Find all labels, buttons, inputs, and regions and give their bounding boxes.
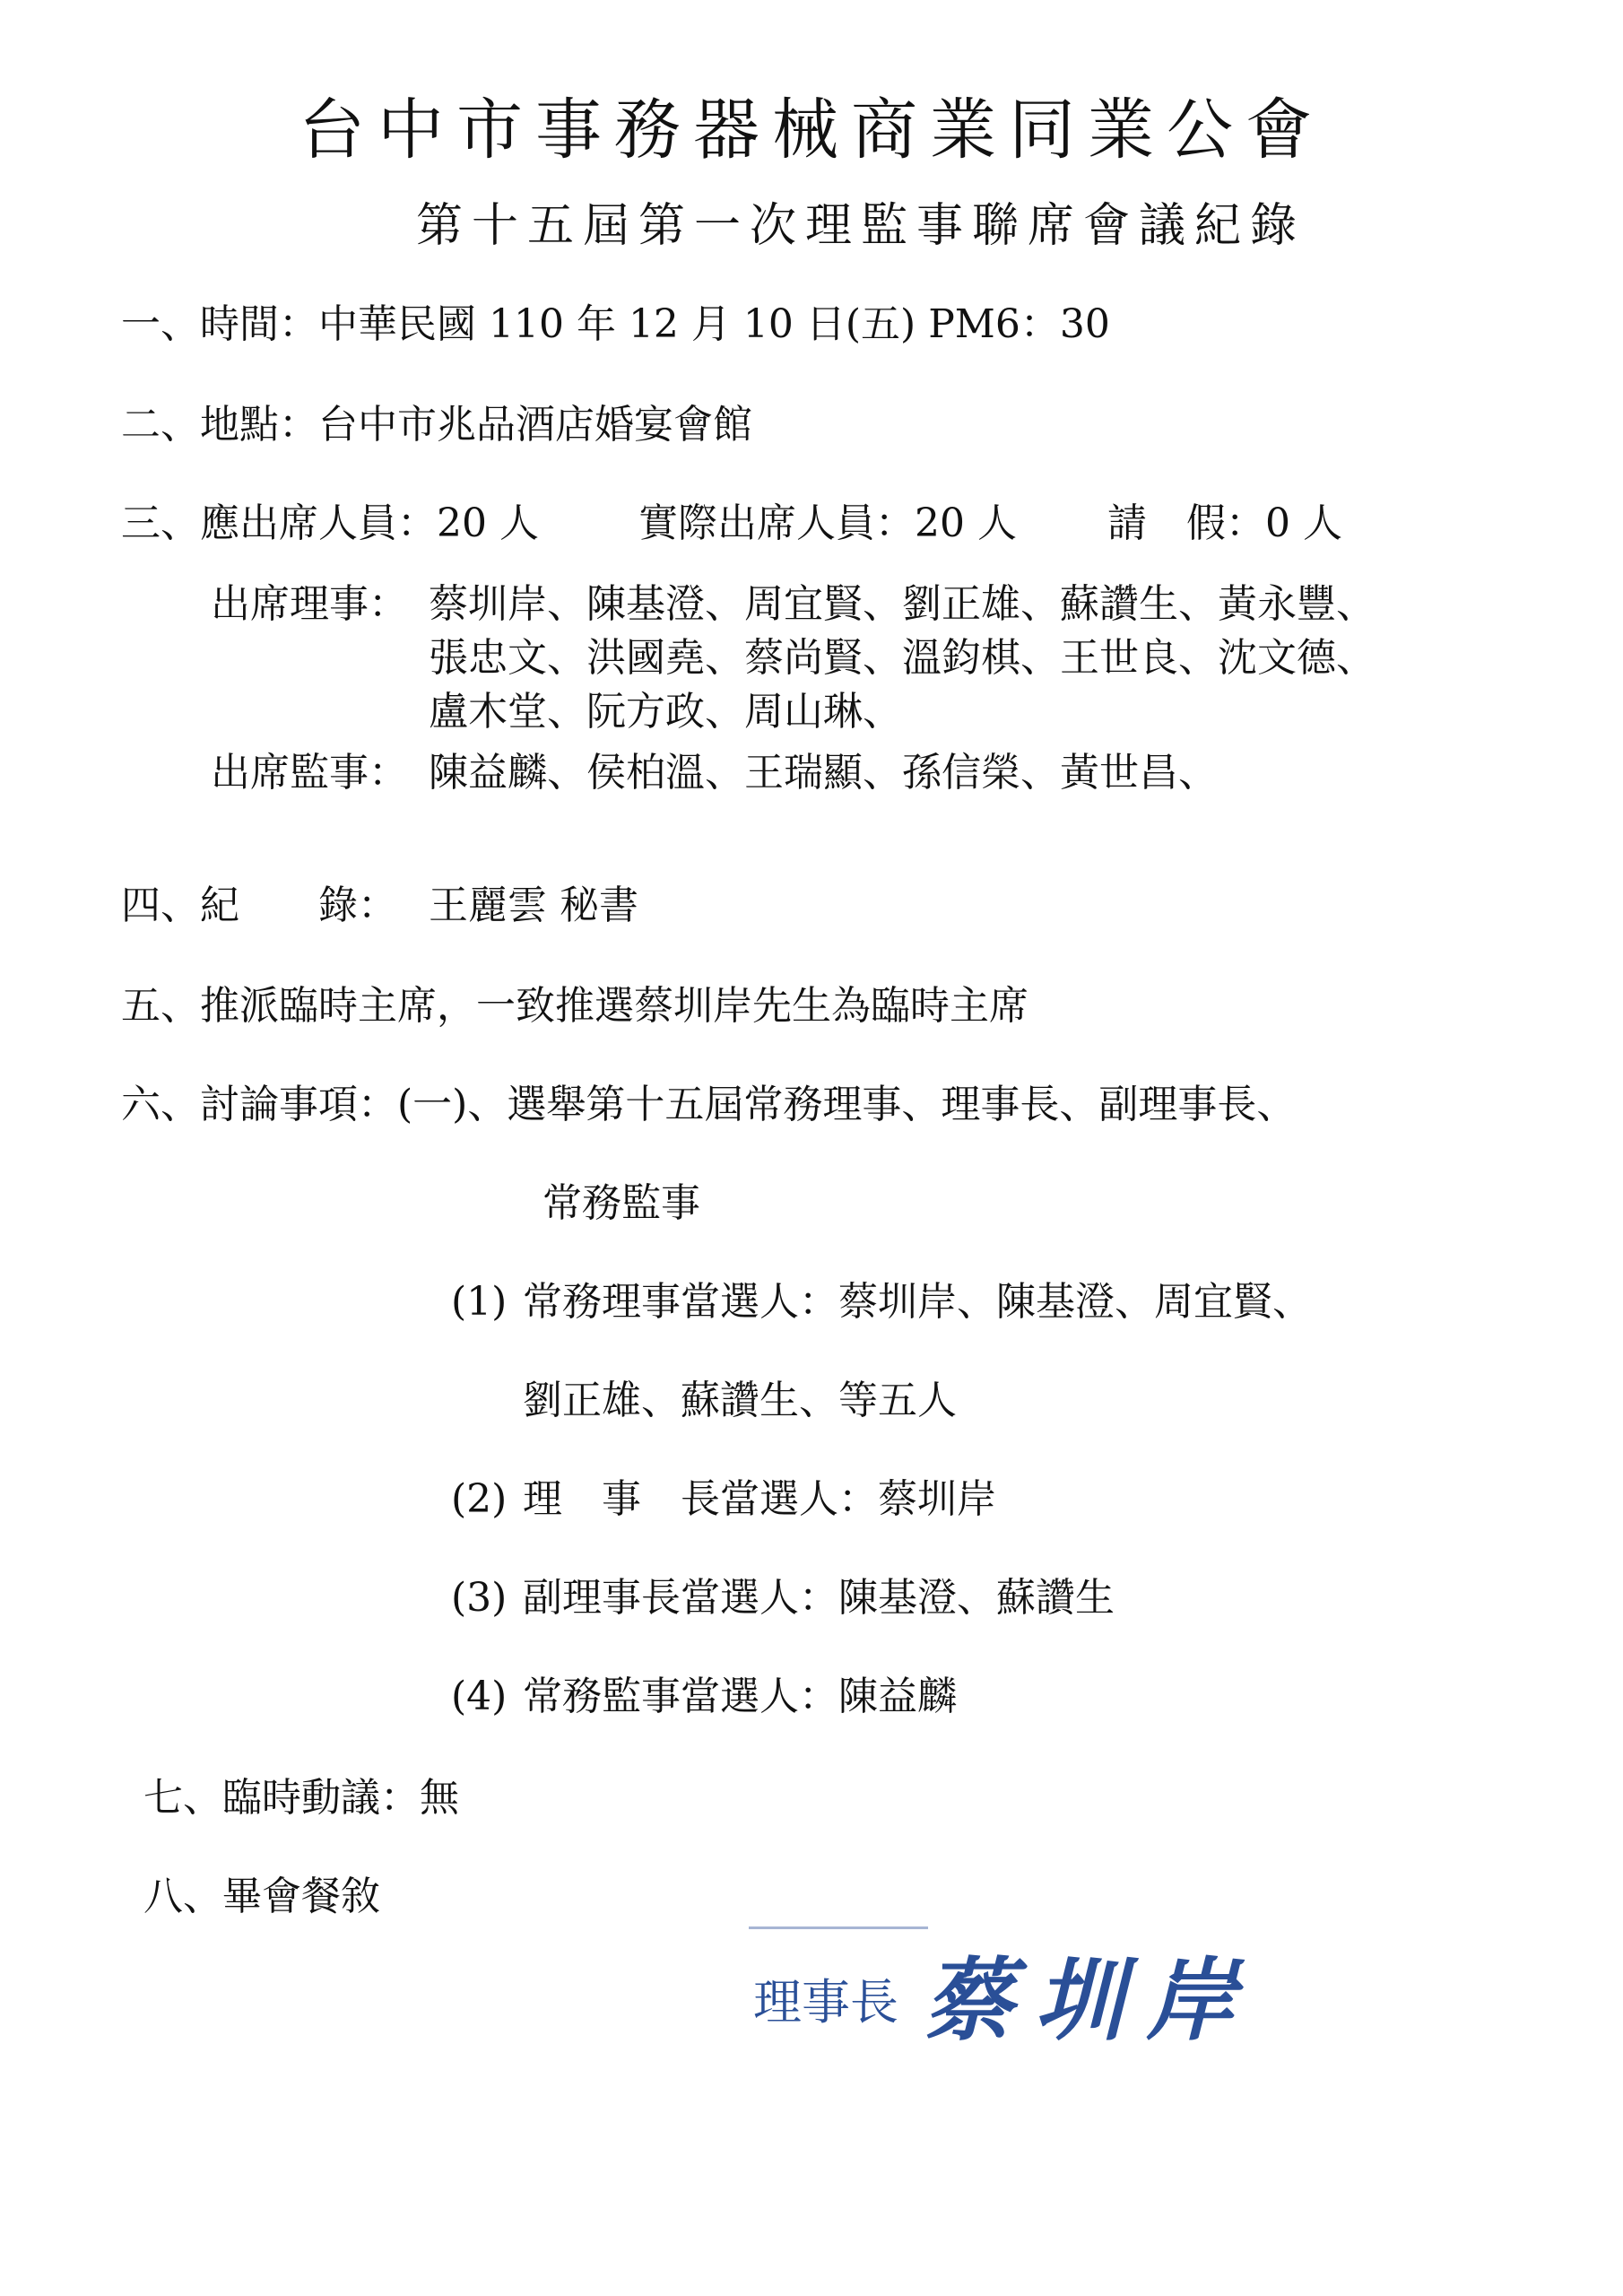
item-closing: 八、畢會餐敘 <box>143 1874 380 1919</box>
item-chair: 五、推派臨時主席，一致推選蔡圳岸先生為臨時主席 <box>121 983 1028 1029</box>
discussion-heading-cont: 常務監事 <box>542 1180 700 1226</box>
supervisors-line: 陳益麟、侯柏溫、王瑞顯、孫信榮、黃世昌、 <box>429 750 1218 796</box>
attendance-expected: 三、應出席人員：20 人 <box>121 500 539 546</box>
result-number: (3) <box>451 1575 508 1621</box>
result-number: (2) <box>451 1476 508 1522</box>
directors-label: 出席理事： <box>211 581 408 627</box>
result-standing-supervisor: 常務監事當選人：陳益麟 <box>523 1674 957 1719</box>
meeting-title: 第十五屆第一次理監事聯席會議紀錄 <box>415 199 1306 253</box>
result-number: (4) <box>451 1674 508 1719</box>
supervisors-label: 出席監事： <box>211 750 408 796</box>
result-standing-directors: 常務理事當選人：蔡圳岸、陳基澄、周宜賢、 <box>523 1279 1312 1325</box>
result-number: (1) <box>451 1279 508 1325</box>
item-motion: 七、臨時動議：無 <box>143 1775 459 1821</box>
item-time: 一、時間：中華民國 110 年 12 月 10 日(五) PM6：30 <box>121 301 1110 347</box>
directors-line: 盧木堂、阮方政、周山琳、 <box>429 689 902 735</box>
attendance-leave: 請 假：0 人 <box>1107 500 1342 546</box>
result-standing-directors-cont: 劉正雄、蘇讚生、等五人 <box>523 1378 957 1423</box>
recorder-value: 王麗雲 秘書 <box>429 883 638 928</box>
result-vice-chairman: 副理事長當選人：陳基澄、蘇讚生 <box>523 1575 1115 1621</box>
signature-title: 理事長 <box>753 1974 898 2031</box>
directors-line: 蔡圳岸、陳基澄、周宜賢、劉正雄、蘇讚生、黃永豐、 <box>429 581 1376 627</box>
item-location: 二、地點：台中市兆品酒店婚宴會館 <box>121 402 752 448</box>
directors-line: 張忠文、洪國堯、蔡尚賢、溫鈞棋、王世良、沈文德、 <box>429 635 1376 681</box>
result-chairman: 理 事 長當選人：蔡圳岸 <box>523 1476 996 1522</box>
attendance-actual: 實際出席人員：20 人 <box>638 500 1017 546</box>
association-title: 台中市事務器械商業同業公會 <box>299 91 1324 169</box>
chairman-signature-stamp <box>749 1919 1257 2054</box>
signature-name: 蔡圳岸 <box>924 1947 1257 2053</box>
recorder-label: 四、紀 錄： <box>121 883 397 928</box>
stamp-border-line <box>749 1926 928 1929</box>
discussion-heading: 六、討論事項：(一)、選舉第十五屆常務理事、理事長、副理事長、 <box>121 1082 1297 1127</box>
